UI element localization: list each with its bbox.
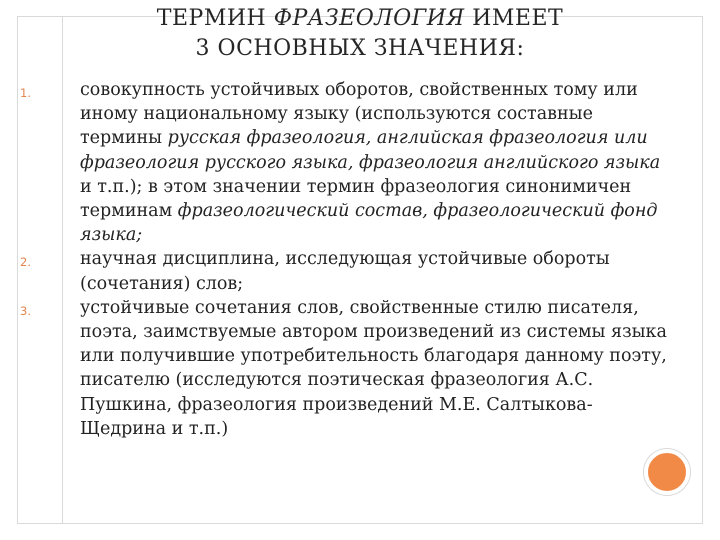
list-number: 1.: [20, 86, 31, 100]
title-line2: 3 ОСНОВНЫХ ЗНАЧЕНИЯ:: [195, 36, 525, 61]
meaning-text: и т.п.); в этом значении термин фразеология синонимичен терминам: [80, 176, 632, 222]
meaning-text: совокупность устойчивых оборотов, свойственных тому или иному национальному языку (используются составные термины: [80, 80, 638, 149]
slide-title: [75, 4, 645, 64]
meaning-item-1: [20, 78, 670, 247]
title-line1-start: ТЕРМИН: [156, 6, 274, 31]
title-line1-end: ИМЕЕТ: [464, 6, 564, 31]
list-number: 2.: [20, 255, 31, 270]
italic-term: фразеологический состав, фразеологический фонд языка;: [80, 201, 658, 246]
meaning-text: устойчивые сочетания слов, свойственные стилю писателя, поэта, заимствуемые автором произведений из системы языка или получившие употребительность благодаря данному поэту, писателю (исследуются поэтическая фразеология А.С. Пушкина, фразеология произведений М.Е. Салтыкова-Щедрина и т.п.): [80, 297, 667, 439]
italic-term: русская фразеология, английская фразеология или фразеология русского языка, фразеология английского языка: [80, 128, 661, 173]
meaning-text: научная дисциплина, исследующая устойчивые обороты (сочетания) слов;: [80, 249, 610, 294]
meaning-item-3: [20, 296, 670, 441]
title-line1-italic: ФРАЗЕОЛОГИЯ: [273, 6, 465, 31]
orange-ring-icon: [644, 449, 690, 495]
meaning-item-2: [20, 247, 670, 295]
meanings-list: [20, 78, 670, 441]
list-number: 3.: [20, 303, 31, 318]
